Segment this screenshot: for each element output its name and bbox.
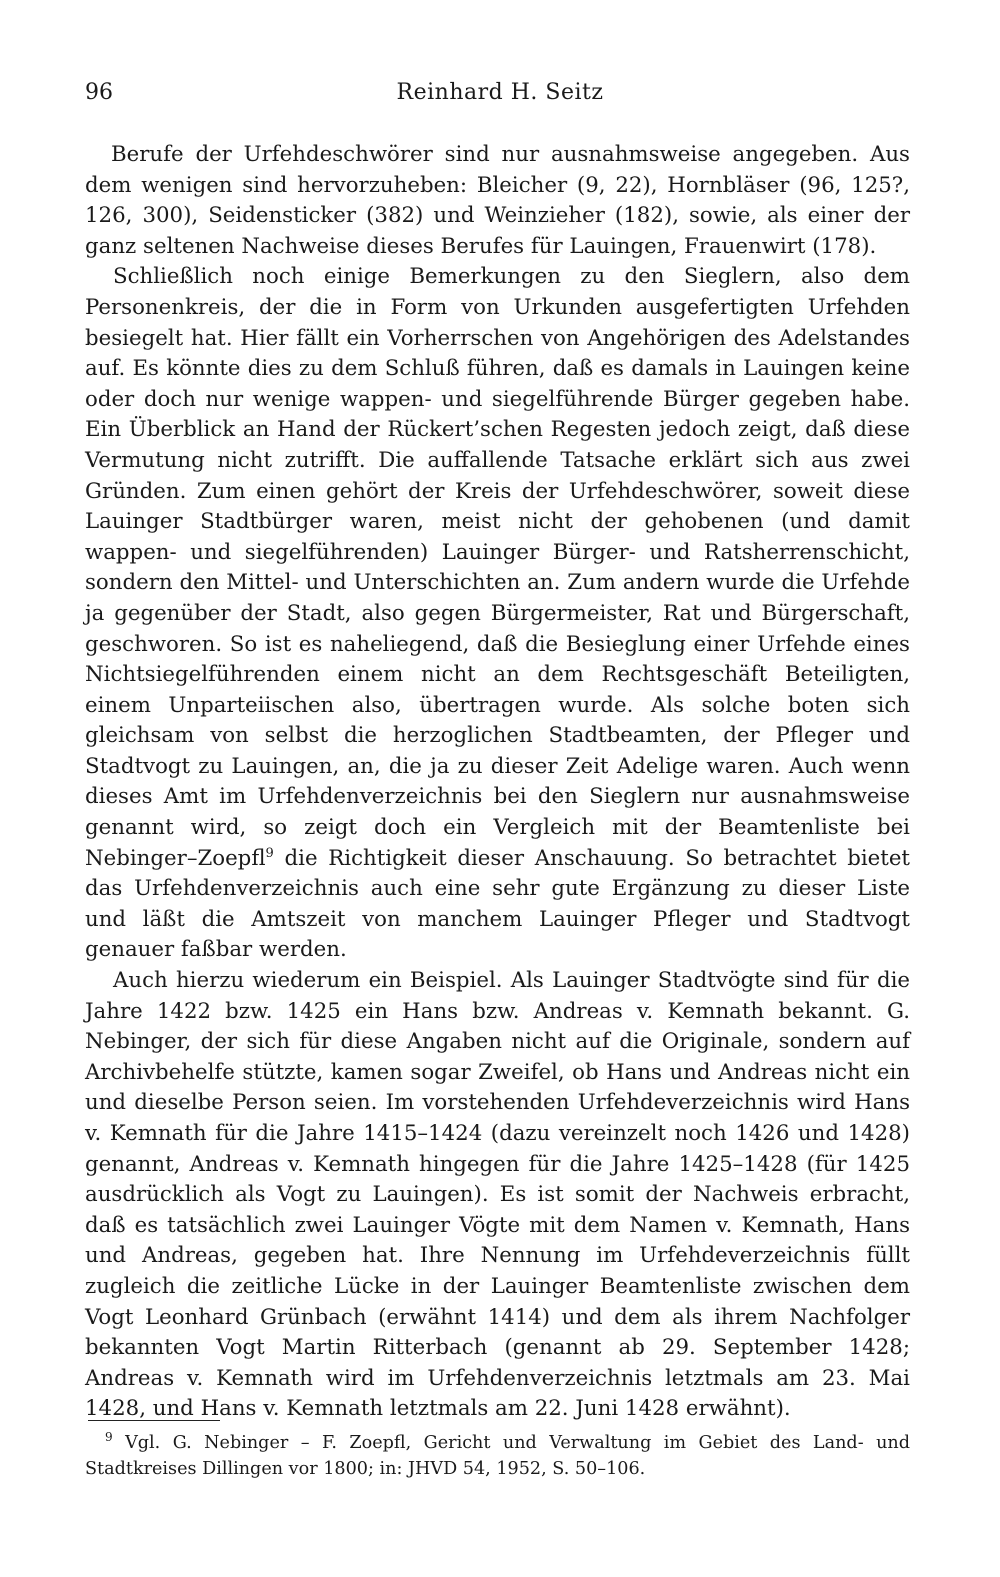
paragraph: Auch hierzu wiederum ein Beispiel. Als Lauinger Stadtvögte sind für die Jahre 1422 bzw. 1425 ein Hans bzw. Andreas v. Kemnath bekannt. G. Nebinger, der sich für diese Angaben nicht auf die Originale, sondern auf Archivbehelfe stützte, kamen sogar Zweifel, ob Hans und Andreas nicht ein und dieselbe Person seien. Im vorstehenden Urfehdeverzeichnis wird Hans v. Kemnath für die Jahre 1415–1424 (dazu vereinzelt noch 1426 und 1428) genannt, Andreas v. Kemnath hingegen für die Jahre 1425–1428 (für 1425 ausdrücklich als Vogt zu Lauingen). Es ist somit der Nachweis erbracht, daß es tatsächlich zwei Lauinger Vögte mit dem Namen v. Kemnath, Hans und Andreas, gegeben hat. Ihre Nennung im Urfehdeverzeichnis füllt zugleich die zeitliche Lücke in der Lauinger Beamtenliste zwischen dem Vogt Leonhard Grünbach (erwähnt 1414) und dem als ihrem Nachfolger bekannten Vogt Martin Ritterbach (genannt ab 29. September 1428; Andreas v. Kemnath wird im Urfehdenverzeichnis letztmals am 23. Mai 1428, und Hans v. Kemnath letztmals am 22. Juni 1428 erwähnt).: [85, 968, 910, 1422]
paragraph: [85, 262, 910, 966]
footnote-text: Vgl. G. Nebinger – F. Zoepfl, Gericht und Verwaltung im Gebiet des Land- und Stadtkreises Dillingen vor 1800; in: JHVD 54, 1952, S. 50–106.: [85, 1433, 910, 1479]
footnote-reference: 9: [265, 845, 274, 861]
page-header: [85, 80, 915, 116]
body-text: [85, 140, 910, 1425]
running-head: Reinhard H. Seitz: [396, 80, 604, 105]
footnote: [85, 1430, 910, 1482]
footnote-divider: [88, 1420, 220, 1421]
paragraph-text: Schließlich noch einige Bemerkungen zu den Sieglern, also dem Personenkreis, der die in Form von Urkunden ausgefertigten Urfehden besiegelt hat. Hier fällt ein Vorherrschen von Angehörigen des Adelstandes auf. Es könnte dies zu dem Schluß führen, daß es damals in Lauingen keine oder doch nur wenige wappen- und siegelführende Bürger gegeben habe. Ein Überblick an Hand der Rückert’schen Regesten jedoch zeigt, daß diese Vermutung nicht zutrifft. Die auffallende Tatsache erklärt sich aus zwei Gründen. Zum einen gehört der Kreis der Urfehdeschwörer, soweit diese Lauinger Stadtbürger waren, meist nicht der gehobenen (und damit wappen- und siegelführenden) Lauinger Bürger- und Ratsherrenschicht, sondern den Mittel- und Unterschichten an. Zum andern wurde die Urfehde ja gegenüber der Stadt, also gegen Bürgermeister, Rat und Bürgerschaft, geschworen. So ist es naheliegend, daß die Besieglung einer Urfehde eines Nichtsiegelführenden einem nicht an dem Rechtsgeschäft Beteiligten, einem Unparteiischen also, übertragen wurde. Als solche boten sich gleichsam von selbst die herzoglichen Stadtbeamten, der Pfleger und Stadtvogt zu Lauingen, an, die ja zu dieser Zeit Adelige waren. Auch wenn dieses Amt im Urfehdenverzeichnis bei den Sieglern nur ausnahmsweise genannt wird, so zeigt doch ein Vergleich mit der Beamtenliste bei Nebinger–Zoepfl: [85, 264, 910, 871]
footnotes: [85, 1430, 910, 1482]
page-number: 96: [85, 80, 113, 105]
paragraph: Berufe der Urfehdeschwörer sind nur ausnahmsweise angegeben. Aus dem wenigen sind hervorzuheben: Bleicher (9, 22), Hornbläser (96, 125?, 126, 300), Seidensticker (382) und Weinzieher (182), sowie, als einer der ganz seltenen Nachweise dieses Berufes für Lauingen, Frauenwirt (178).: [85, 142, 910, 259]
paragraph-text: die Richtigkeit dieser Anschauung. So betrachtet bietet das Urfehdenverzeichnis auch eine sehr gute Ergänzung zu dieser Liste und läßt die Amtszeit von manchem Lauinger Pfleger und Stadtvogt genauer faßbar werden.: [85, 845, 910, 963]
footnote-number: 9: [105, 1430, 113, 1445]
